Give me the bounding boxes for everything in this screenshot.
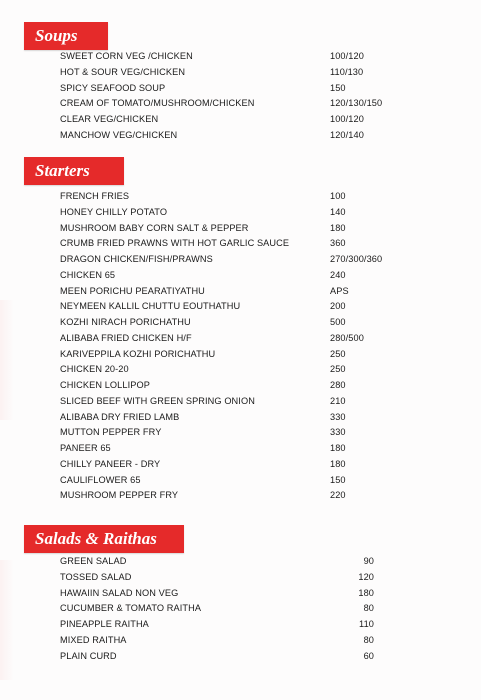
menu-item-name: HAWAIIN SALAD NON VEG (60, 587, 179, 598)
menu-item-name: HONEY CHILLY POTATO (60, 206, 168, 217)
menu-item-row (0, 315, 481, 331)
menu-item-name: CAULIFLOWER 65 (60, 474, 141, 485)
menu-item-row (0, 473, 481, 489)
menu-item-name: MUTTON PEPPER FRY (60, 427, 162, 438)
menu-item-row (0, 189, 481, 205)
menu-item-name: CREAM OF TOMATO/MUSHROOM/CHICKEN (60, 98, 255, 109)
menu-item-row (0, 457, 481, 473)
menu-item-price: 200 (330, 301, 346, 312)
menu-item-row (0, 299, 481, 315)
menu-item-price: 280 (330, 380, 346, 390)
section-title-soups: Soups (24, 22, 108, 50)
menu-item-price: 250 (330, 364, 346, 375)
menu-item-price: 150 (330, 474, 346, 485)
menu-item-row (0, 81, 481, 97)
section-title-starters: Starters (24, 157, 124, 185)
menu-item-row (0, 633, 481, 649)
menu-item-price: 80 (363, 603, 374, 614)
menu-item-row (0, 601, 481, 617)
menu-item-row (0, 441, 481, 457)
menu-item-price: 180 (330, 458, 346, 469)
menu-item-price: 80 (363, 634, 374, 645)
menu-item-price: 360 (330, 238, 346, 249)
menu-item-name: NEYMEEN KALLIL CHUTTU EOUTHATHU (60, 301, 241, 312)
menu-item-row (0, 65, 481, 81)
menu-item-row (0, 554, 481, 570)
menu-item-price: 220 (330, 490, 346, 501)
menu-item-name: CUCUMBER & TOMATO RAITHA (60, 603, 202, 614)
menu-item-name: MEEN PORICHU PEARATIYATHU (60, 285, 205, 296)
menu-item-price: 240 (330, 269, 346, 280)
menu-item-price: 180 (358, 587, 374, 598)
menu-item-price: 500 (330, 317, 346, 327)
menu-item-price: 110/130 (330, 66, 364, 77)
menu-item-row (0, 362, 481, 378)
menu-item-name: FRENCH FRIES (60, 191, 130, 201)
menu-item-row (0, 268, 481, 284)
menu-item-price: 100/120 (330, 51, 364, 61)
menu-item-price: 120 (358, 571, 374, 582)
menu-item-row (0, 96, 481, 112)
menu-item-name: TOSSED SALAD (60, 571, 132, 582)
menu-item-name: SLICED BEEF WITH GREEN SPRING ONION (60, 395, 255, 406)
menu-item-name: PINEAPPLE RAITHA (60, 619, 149, 629)
soups-item-list (0, 49, 481, 144)
menu-item-name: MANCHOW VEG/CHICKEN (60, 129, 178, 140)
menu-item-row (0, 221, 481, 237)
menu-item-row (0, 488, 481, 504)
menu-item-name: CHILLY PANEER - DRY (60, 458, 161, 469)
menu-item-price: 110 (359, 619, 374, 629)
menu-item-name: KOZHI NIRACH PORICHATHU (60, 317, 191, 327)
menu-item-price: 180 (330, 443, 346, 453)
menu-item-name: CHICKEN LOLLIPOP (60, 380, 150, 390)
menu-item-row (0, 49, 481, 65)
menu-item-name: PANEER 65 (60, 443, 111, 453)
menu-item-name: SPICY SEAFOOD SOUP (60, 82, 166, 93)
section-title-salads-raithas: Salads & Raithas (24, 525, 184, 553)
menu-item-price: 140 (330, 206, 346, 217)
menu-item-row (0, 586, 481, 602)
menu-item-name: ALIBABA FRIED CHICKEN H/F (60, 332, 192, 343)
menu-item-price: 150 (330, 82, 346, 93)
starters-item-list (0, 189, 481, 504)
menu-item-row (0, 284, 481, 300)
menu-item-price: 60 (363, 650, 374, 661)
menu-item-name: CRUMB FRIED PRAWNS WITH HOT GARLIC SAUCE (60, 238, 290, 249)
menu-item-price: 100 (330, 191, 346, 201)
menu-item-row (0, 112, 481, 128)
menu-item-name: PLAIN CURD (60, 650, 117, 661)
menu-item-name: ALIBABA DRY FRIED LAMB (60, 411, 180, 422)
menu-item-name: KARIVEPPILA KOZHI PORICHATHU (60, 348, 216, 359)
menu-item-name: SWEET CORN VEG /CHICKEN (60, 51, 193, 61)
menu-item-row (0, 331, 481, 347)
menu-item-name: CHICKEN 20-20 (60, 364, 129, 375)
menu-item-name: GREEN SALAD (60, 556, 127, 566)
menu-item-row (0, 378, 481, 394)
menu-item-price: 210 (330, 395, 346, 406)
menu-item-price: 330 (330, 427, 346, 438)
menu-item-name: CHICKEN 65 (60, 269, 116, 280)
menu-item-name: MIXED RAITHA (60, 634, 127, 645)
menu-item-row (0, 649, 481, 665)
menu-item-price: 120/140 (330, 129, 364, 140)
menu-item-row (0, 128, 481, 144)
menu-item-name: MUSHROOM PEPPER FRY (60, 490, 179, 501)
menu-item-row (0, 205, 481, 221)
menu-item-row (0, 347, 481, 363)
menu-item-price: APS (330, 285, 349, 296)
menu-item-name: DRAGON CHICKEN/FISH/PRAWNS (60, 254, 213, 264)
menu-item-price: 330 (330, 411, 346, 422)
menu-item-price: 120/130/150 (330, 98, 383, 109)
menu-item-price: 250 (330, 348, 346, 359)
menu-item-row (0, 617, 481, 633)
menu-item-price: 280/500 (330, 332, 364, 343)
menu-item-row (0, 410, 481, 426)
menu-item-row (0, 236, 481, 252)
menu-item-price: 180 (330, 222, 346, 233)
menu-item-price: 90 (363, 556, 374, 566)
menu-item-name: HOT & SOUR VEG/CHICKEN (60, 66, 186, 77)
menu-item-name: MUSHROOM BABY CORN SALT & PEPPER (60, 222, 249, 233)
menu-item-name: CLEAR VEG/CHICKEN (60, 114, 159, 124)
menu-item-price: 100/120 (330, 114, 364, 124)
menu-item-row (0, 252, 481, 268)
menu-item-price: 270/300/360 (330, 254, 383, 264)
menu-item-row (0, 425, 481, 441)
salads-raithas-item-list (0, 554, 481, 664)
menu-item-row (0, 394, 481, 410)
menu-item-row (0, 570, 481, 586)
